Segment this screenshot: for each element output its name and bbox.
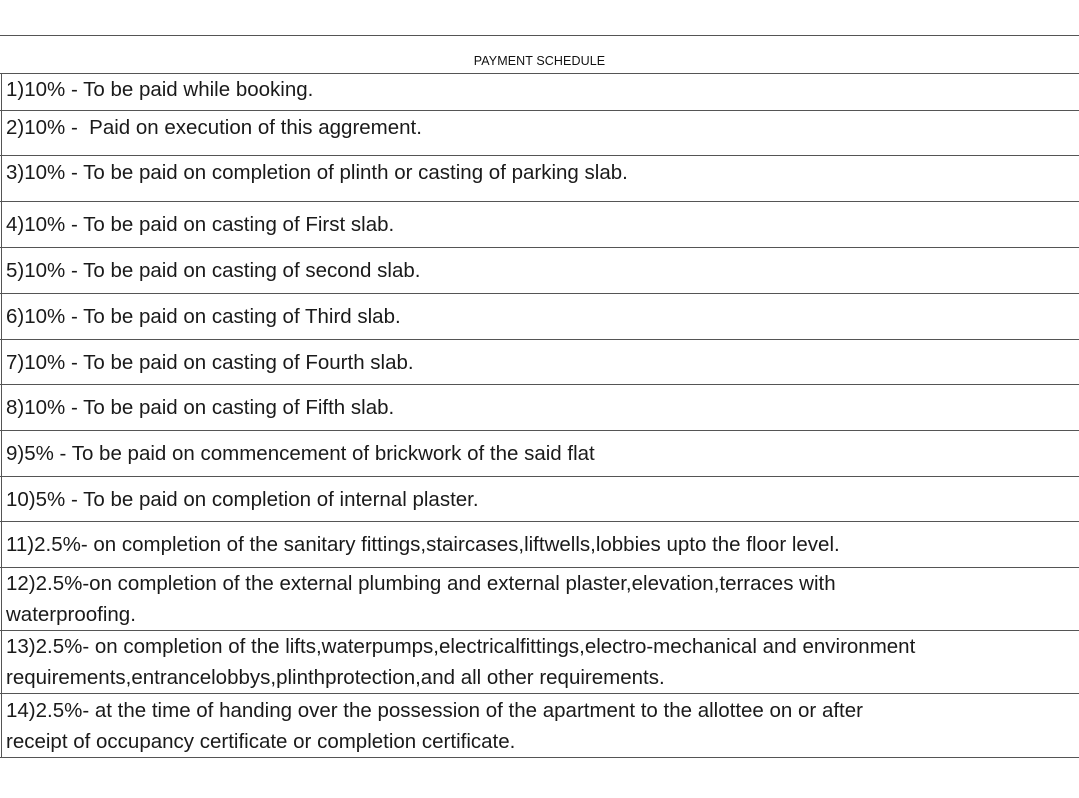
- page-title: PAYMENT SCHEDULE: [473, 54, 606, 68]
- schedule-row: [0, 522, 1079, 568]
- schedule-row-text: 12)2.5%-on completion of the external plumbing and external plaster,elevation,terraces with waterproofing.: [6, 572, 836, 626]
- schedule-row-text: 5)10% - To be paid on casting of second slab.: [6, 259, 421, 282]
- schedule-row-text: 11)2.5%- on completion of the sanitary fittings,staircases,liftwells,lobbies upto the floor level.: [6, 533, 840, 556]
- schedule-row: [0, 111, 1079, 156]
- schedule-row-text: 9)5% - To be paid on commencement of brickwork of the said flat: [6, 442, 595, 465]
- schedule-row: [0, 202, 1079, 248]
- schedule-row-text: 6)10% - To be paid on casting of Third slab.: [6, 305, 401, 328]
- schedule-row: [0, 340, 1079, 385]
- schedule-row: [0, 73, 1079, 111]
- schedule-row: [0, 156, 1079, 202]
- schedule-row-text: 14)2.5%- at the time of handing over the possession of the apartment to the allottee on or after receipt of occupancy certificate or completion certificate.: [6, 699, 863, 753]
- schedule-row: [0, 385, 1079, 431]
- schedule-row: [0, 477, 1079, 522]
- schedule-row-text: 7)10% - To be paid on casting of Fourth slab.: [6, 351, 414, 374]
- schedule-row: [0, 631, 1079, 694]
- title-row: [0, 36, 1079, 74]
- schedule-row-text: 1)10% - To be paid while booking.: [6, 78, 314, 101]
- schedule-row: [0, 294, 1079, 340]
- schedule-row: [0, 568, 1079, 631]
- schedule-row: [0, 431, 1079, 477]
- schedule-row-text: 8)10% - To be paid on casting of Fifth slab.: [6, 396, 395, 419]
- schedule-row: [0, 248, 1079, 294]
- schedule-row: [0, 694, 1079, 758]
- schedule-row-text: 2)10% - Paid on execution of this aggrement.: [6, 116, 422, 139]
- schedule-row-text: 13)2.5%- on completion of the lifts,waterpumps,electricalfittings,electro-mechanical and environment requirements,entrancelobbys,plinthprotection,and all other requirements.: [6, 635, 916, 689]
- schedule-row-text: 3)10% - To be paid on completion of plinth or casting of parking slab.: [6, 161, 628, 184]
- schedule-row-text: 4)10% - To be paid on casting of First slab.: [6, 213, 395, 236]
- schedule-row-text: 10)5% - To be paid on completion of internal plaster.: [6, 488, 479, 511]
